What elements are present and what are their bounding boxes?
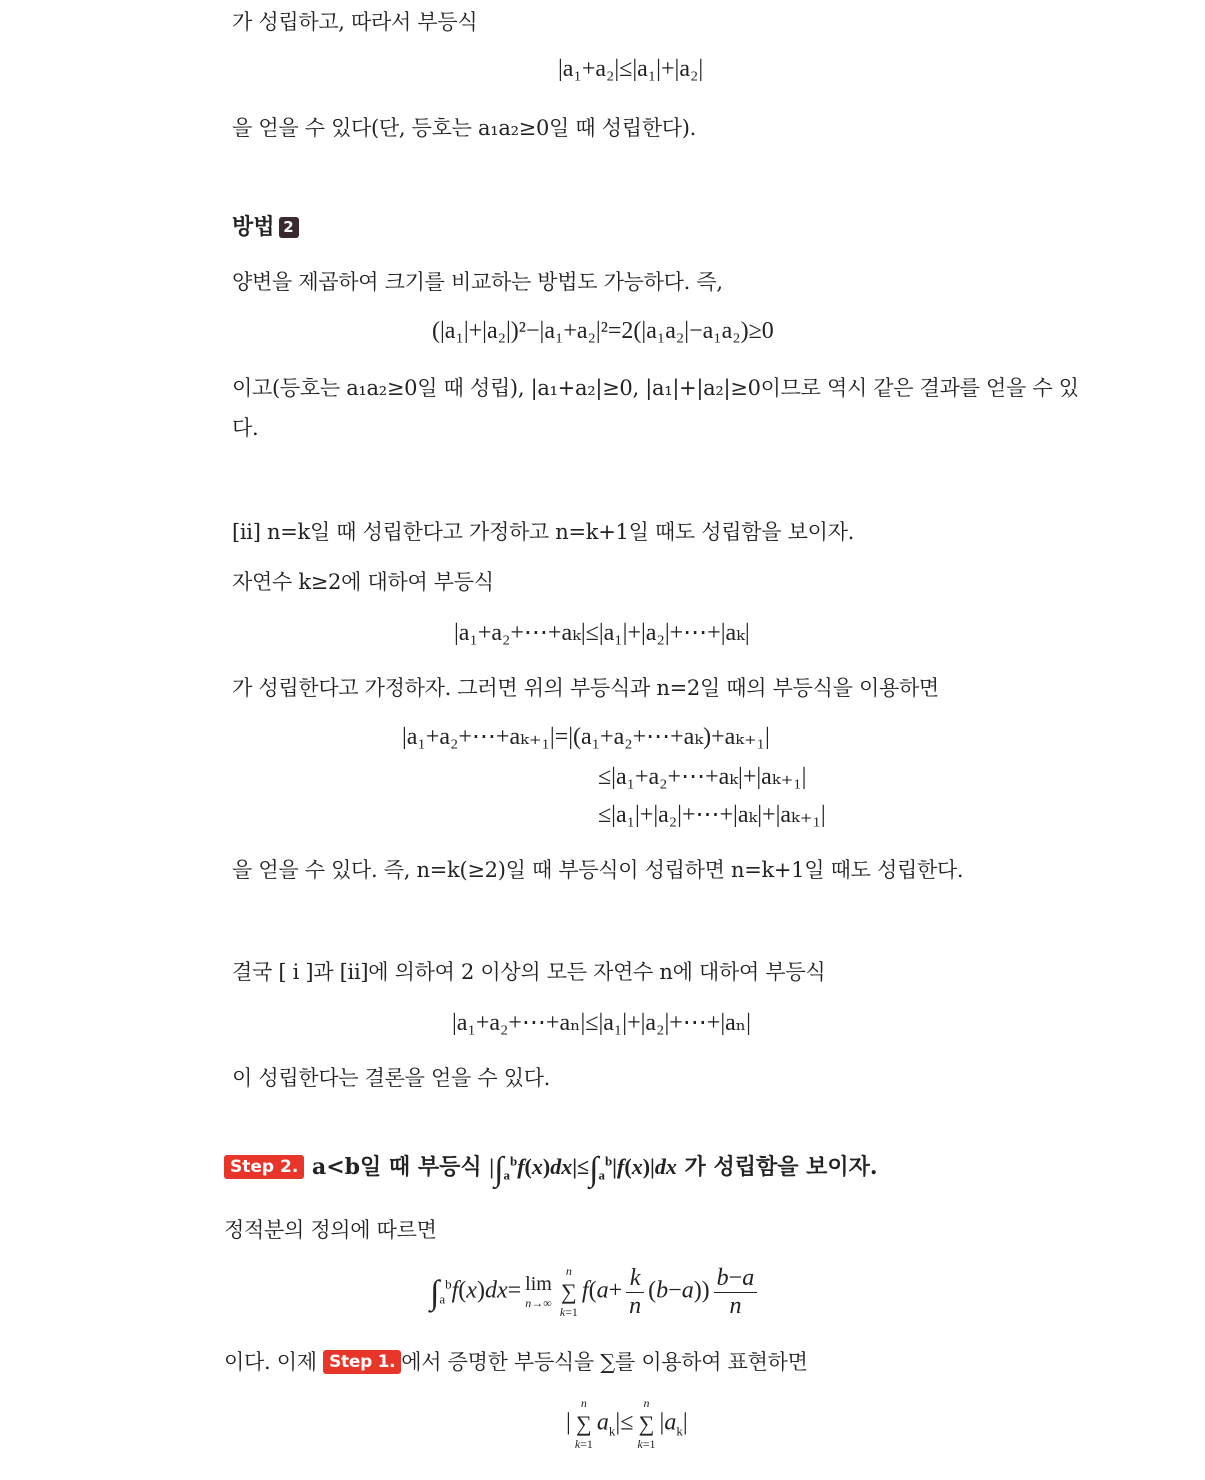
sum-inequality: | n ∑ k=1 $a_k|\le$ n ∑ k=1 $|a_k|$ xyxy=(566,1396,688,1451)
equation: |a₁+a₂|≤|a₁|+|a₂| xyxy=(558,56,704,82)
method-heading xyxy=(232,210,299,241)
step2-heading xyxy=(224,1150,878,1189)
step2-text-a: a<b일 때 부등식 xyxy=(311,1154,482,1180)
text-line: 을 얻을 수 있다(단, 등호는 a₁a₂≥0일 때 성립한다). xyxy=(232,116,696,140)
text-segment: 에서 증명한 부등식을 ∑를 이용하여 표현하면 xyxy=(401,1350,808,1374)
equation: (|a₁|+|a₂|)²−|a₁+a₂|²=2(|a₁a₂|−a₁a₂)≥0 xyxy=(432,318,774,344)
method-number-badge: 2 xyxy=(279,217,299,238)
step2-formula: $|\int_a^bf(x)dx|\le\int_a^b|f(x)|dx$ xyxy=(489,1151,677,1188)
text-line: 을 얻을 수 있다. 즉, n=k(≥2)일 때 부등식이 성립하면 n=k+1일 때도 성립한다. xyxy=(232,858,964,882)
definite-integral-equation: $\int_a^bf(x)dx=$ lim n→∞ n ∑ k=1 f(a+ $\frac{k}{n}$ (b−a)) $\frac{b-a}{n}$ xyxy=(430,1264,761,1320)
text-line xyxy=(224,1346,808,1376)
text-line: 이고(등호는 a₁a₂≥0일 때 성립), |a₁+a₂|≥0, |a₁|+|a₂|≥0이므로 역시 같은 결과를 얻을 수 있 xyxy=(232,376,1079,400)
step1-badge: Step 1. xyxy=(323,1350,401,1374)
text-line: 다. xyxy=(232,416,259,440)
equation: |a₁+a₂+⋯+aₙ|≤|a₁|+|a₂|+⋯+|aₙ| xyxy=(452,1010,751,1036)
equation: ≤|a₁+a₂+⋯+aₖ|+|aₖ₊₁| xyxy=(598,764,807,790)
step2-badge: Step 2. xyxy=(224,1155,304,1179)
step2-text-b: 가 성립함을 보이자. xyxy=(684,1154,878,1180)
equation: |a₁+a₂+⋯+aₖ|≤|a₁|+|a₂|+⋯+|aₖ| xyxy=(454,620,750,646)
text-segment: 이다. 이제 xyxy=(224,1350,317,1374)
equation: ≤|a₁|+|a₂|+⋯+|aₖ|+|aₖ₊₁| xyxy=(598,802,826,828)
text-line: 가 성립한다고 가정하자. 그러면 위의 부등식과 n=2일 때의 부등식을 이용하면 xyxy=(232,676,939,700)
text-line: 결국 [ i ]과 [ii]에 의하여 2 이상의 모든 자연수 n에 대하여 부등식 xyxy=(232,960,826,984)
text-line: 양변을 제곱하여 크기를 비교하는 방법도 가능하다. 즉, xyxy=(232,270,723,294)
text-line: [ii] n=k일 때 성립한다고 가정하고 n=k+1일 때도 성립함을 보이자. xyxy=(232,520,854,544)
equation: |a₁+a₂+⋯+aₖ₊₁|=|(a₁+a₂+⋯+aₖ)+aₖ₊₁| xyxy=(402,724,770,750)
text-line: 이 성립한다는 결론을 얻을 수 있다. xyxy=(232,1066,551,1090)
method-heading-label: 방법 xyxy=(232,215,275,240)
text-line: 가 성립하고, 따라서 부등식 xyxy=(232,10,478,34)
text-line: 정적분의 정의에 따르면 xyxy=(224,1218,437,1242)
text-line: 자연수 k≥2에 대하여 부등식 xyxy=(232,570,494,594)
